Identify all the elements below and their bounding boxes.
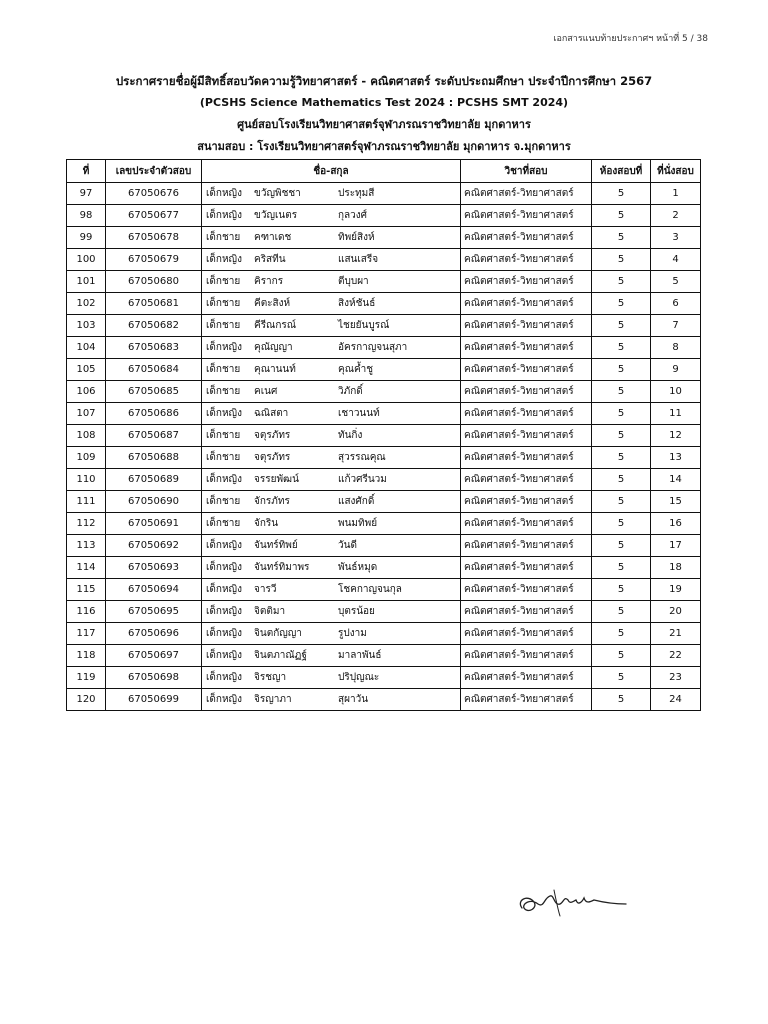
full-name <box>202 271 461 293</box>
table-row <box>67 469 701 491</box>
last-name: วิภักดิ์ <box>338 386 363 397</box>
candidate-table <box>66 159 701 711</box>
first-name: จารวี <box>254 584 277 595</box>
table-row <box>67 623 701 645</box>
exam-subject: คณิตศาสตร์-วิทยาศาสตร์ <box>461 447 592 469</box>
header-exam-id: เลขประจำตัวสอบ <box>106 160 202 183</box>
exam-id: 67050699 <box>106 689 202 711</box>
row-number: 118 <box>67 645 106 667</box>
table-row <box>67 293 701 315</box>
table-row <box>67 205 701 227</box>
exam-subject: คณิตศาสตร์-วิทยาศาสตร์ <box>461 557 592 579</box>
first-name: จันทร์ทิพย์ <box>254 540 298 551</box>
exam-subject: คณิตศาสตร์-วิทยาศาสตร์ <box>461 579 592 601</box>
exam-seat: 9 <box>651 359 701 381</box>
exam-room: 5 <box>592 293 651 315</box>
exam-subject: คณิตศาสตร์-วิทยาศาสตร์ <box>461 293 592 315</box>
exam-subject: คณิตศาสตร์-วิทยาศาสตร์ <box>461 689 592 711</box>
exam-id: 67050690 <box>106 491 202 513</box>
exam-room: 5 <box>592 249 651 271</box>
first-name: คริสทีน <box>254 254 286 265</box>
exam-seat: 13 <box>651 447 701 469</box>
exam-id: 67050689 <box>106 469 202 491</box>
row-number: 98 <box>67 205 106 227</box>
full-name <box>202 425 461 447</box>
exam-seat: 5 <box>651 271 701 293</box>
exam-subject: คณิตศาสตร์-วิทยาศาสตร์ <box>461 249 592 271</box>
full-name <box>202 557 461 579</box>
row-number: 107 <box>67 403 106 425</box>
table-row <box>67 425 701 447</box>
last-name: คุณค้ำชู <box>338 364 374 375</box>
last-name: แสนเสรีจ <box>338 254 379 265</box>
last-name: ทิพย์สิงห์ <box>338 232 375 243</box>
exam-seat: 11 <box>651 403 701 425</box>
exam-seat: 3 <box>651 227 701 249</box>
row-number: 111 <box>67 491 106 513</box>
first-name: จิรชญา <box>254 672 287 683</box>
name-prefix: เด็กหญิง <box>206 408 242 419</box>
last-name: ประทุมสี <box>338 188 375 199</box>
exam-id: 67050698 <box>106 667 202 689</box>
exam-subject: คณิตศาสตร์-วิทยาศาสตร์ <box>461 359 592 381</box>
exam-id: 67050695 <box>106 601 202 623</box>
name-prefix: เด็กหญิง <box>206 188 242 199</box>
table-row <box>67 249 701 271</box>
exam-subject: คณิตศาสตร์-วิทยาศาสตร์ <box>461 425 592 447</box>
row-number: 103 <box>67 315 106 337</box>
row-number: 102 <box>67 293 106 315</box>
exam-center: ศูนย์สอบโรงเรียนวิทยาศาสตร์จุฬาภรณราชวิทยาลัย มุกดาหาร <box>237 118 531 131</box>
exam-room: 5 <box>592 667 651 689</box>
full-name <box>202 337 461 359</box>
name-prefix: เด็กชาย <box>206 518 241 529</box>
exam-room: 5 <box>592 425 651 447</box>
full-name <box>202 513 461 535</box>
last-name: ไชยยันบูรณ์ <box>338 320 390 331</box>
name-prefix: เด็กชาย <box>206 430 241 441</box>
full-name <box>202 689 461 711</box>
candidate-table-container <box>66 159 700 711</box>
exam-room: 5 <box>592 227 651 249</box>
row-number: 110 <box>67 469 106 491</box>
exam-room: 5 <box>592 689 651 711</box>
last-name: โชคกาญจนกุล <box>338 584 402 595</box>
exam-id: 67050696 <box>106 623 202 645</box>
exam-seat: 7 <box>651 315 701 337</box>
table-row <box>67 403 701 425</box>
exam-subject: คณิตศาสตร์-วิทยาศาสตร์ <box>461 403 592 425</box>
first-name: คฑาเดช <box>254 232 292 243</box>
row-number: 106 <box>67 381 106 403</box>
row-number: 115 <box>67 579 106 601</box>
table-row <box>67 381 701 403</box>
full-name <box>202 535 461 557</box>
row-number: 114 <box>67 557 106 579</box>
first-name: จิตติมา <box>254 606 286 617</box>
full-name <box>202 293 461 315</box>
name-prefix: เด็กชาย <box>206 496 241 507</box>
name-prefix: เด็กชาย <box>206 298 241 309</box>
exam-room: 5 <box>592 271 651 293</box>
row-number: 99 <box>67 227 106 249</box>
row-number: 120 <box>67 689 106 711</box>
last-name: รูปงาม <box>338 628 367 639</box>
exam-id: 67050681 <box>106 293 202 315</box>
full-name <box>202 491 461 513</box>
name-prefix: เด็กชาย <box>206 364 241 375</box>
last-name: สิงห์ชันธ์ <box>338 298 376 309</box>
exam-room: 5 <box>592 359 651 381</box>
exam-subject: คณิตศาสตร์-วิทยาศาสตร์ <box>461 183 592 205</box>
exam-subject: คณิตศาสตร์-วิทยาศาสตร์ <box>461 667 592 689</box>
row-number: 112 <box>67 513 106 535</box>
row-number: 117 <box>67 623 106 645</box>
first-name: จรรยพัฒน์ <box>254 474 299 485</box>
exam-seat: 6 <box>651 293 701 315</box>
full-name <box>202 315 461 337</box>
row-number: 101 <box>67 271 106 293</box>
full-name <box>202 205 461 227</box>
full-name <box>202 249 461 271</box>
exam-seat: 1 <box>651 183 701 205</box>
exam-seat: 16 <box>651 513 701 535</box>
first-name: คีตะสิงห์ <box>254 298 291 309</box>
name-prefix: เด็กชาย <box>206 232 241 243</box>
exam-seat: 19 <box>651 579 701 601</box>
exam-subject: คณิตศาสตร์-วิทยาศาสตร์ <box>461 601 592 623</box>
exam-id: 67050694 <box>106 579 202 601</box>
exam-seat: 10 <box>651 381 701 403</box>
name-prefix: เด็กหญิง <box>206 210 242 221</box>
header-seat: ที่นั่งสอบ <box>651 160 701 183</box>
last-name: บุตรน้อย <box>338 606 375 617</box>
signature-image <box>514 880 634 926</box>
name-prefix: เด็กชาย <box>206 386 241 397</box>
first-name: จตุรภัทร <box>254 452 291 463</box>
table-body <box>67 183 701 711</box>
name-prefix: เด็กหญิง <box>206 474 242 485</box>
first-name: จักรภัทร <box>254 496 290 507</box>
table-row <box>67 491 701 513</box>
exam-room: 5 <box>592 601 651 623</box>
exam-seat: 2 <box>651 205 701 227</box>
exam-id: 67050693 <box>106 557 202 579</box>
exam-room: 5 <box>592 469 651 491</box>
exam-id: 67050685 <box>106 381 202 403</box>
exam-seat: 24 <box>651 689 701 711</box>
row-number: 97 <box>67 183 106 205</box>
table-row <box>67 359 701 381</box>
exam-seat: 8 <box>651 337 701 359</box>
exam-seat: 20 <box>651 601 701 623</box>
table-row <box>67 315 701 337</box>
exam-id: 67050697 <box>106 645 202 667</box>
exam-id: 67050682 <box>106 315 202 337</box>
last-name: พนมทิพย์ <box>338 518 378 529</box>
exam-id: 67050680 <box>106 271 202 293</box>
exam-subject: คณิตศาสตร์-วิทยาศาสตร์ <box>461 623 592 645</box>
name-prefix: เด็กชาย <box>206 452 241 463</box>
exam-id: 67050692 <box>106 535 202 557</box>
exam-subject: คณิตศาสตร์-วิทยาศาสตร์ <box>461 315 592 337</box>
exam-room: 5 <box>592 337 651 359</box>
announcement-subtitle: (PCSHS Science Mathematics Test 2024 : PCSHS SMT 2024) <box>199 96 569 109</box>
header-number: ที่ <box>67 160 106 183</box>
row-number: 116 <box>67 601 106 623</box>
exam-room: 5 <box>592 381 651 403</box>
last-name: แก้วศรีนวม <box>338 474 387 485</box>
full-name <box>202 469 461 491</box>
exam-subject: คณิตศาสตร์-วิทยาศาสตร์ <box>461 205 592 227</box>
last-name: ปริปุญณะ <box>338 672 380 683</box>
exam-subject: คณิตศาสตร์-วิทยาศาสตร์ <box>461 271 592 293</box>
first-name: จตุรภัทร <box>254 430 291 441</box>
document-header <box>0 70 768 158</box>
first-name: จิรญาภา <box>254 694 292 705</box>
exam-seat: 23 <box>651 667 701 689</box>
name-prefix: เด็กหญิง <box>206 650 242 661</box>
table-row <box>67 579 701 601</box>
table-row <box>67 557 701 579</box>
first-name: จันทร์ทิมาพร <box>254 562 310 573</box>
page-number: เอกสารแนบท้ายประกาศฯ หน้าที่ 5 / 38 <box>553 34 708 44</box>
first-name: จักริน <box>254 518 279 529</box>
table-row <box>67 601 701 623</box>
full-name <box>202 359 461 381</box>
exam-seat: 18 <box>651 557 701 579</box>
name-prefix: เด็กชาย <box>206 320 241 331</box>
table-row <box>67 227 701 249</box>
last-name: ทันกิ่ง <box>338 430 363 441</box>
exam-room: 5 <box>592 513 651 535</box>
table-row <box>67 513 701 535</box>
last-name: เชาวนนท์ <box>338 408 380 419</box>
exam-room: 5 <box>592 623 651 645</box>
exam-id: 67050683 <box>106 337 202 359</box>
name-prefix: เด็กชาย <box>206 276 241 287</box>
exam-id: 67050684 <box>106 359 202 381</box>
table-row <box>67 183 701 205</box>
full-name <box>202 579 461 601</box>
header-subject: วิชาที่สอบ <box>461 160 592 183</box>
exam-id: 67050678 <box>106 227 202 249</box>
table-row <box>67 667 701 689</box>
first-name: จินตกัญญา <box>254 628 302 639</box>
exam-seat: 4 <box>651 249 701 271</box>
last-name: สุวรรณคุณ <box>338 452 386 463</box>
last-name: กุลวงศ์ <box>338 210 368 221</box>
full-name <box>202 623 461 645</box>
name-prefix: เด็กหญิง <box>206 606 242 617</box>
table-row <box>67 271 701 293</box>
exam-subject: คณิตศาสตร์-วิทยาศาสตร์ <box>461 337 592 359</box>
last-name: พันธ์หมุด <box>338 562 378 573</box>
exam-seat: 17 <box>651 535 701 557</box>
exam-room: 5 <box>592 491 651 513</box>
exam-subject: คณิตศาสตร์-วิทยาศาสตร์ <box>461 491 592 513</box>
table-row <box>67 337 701 359</box>
last-name: มาลาพันธ์ <box>338 650 382 661</box>
exam-seat: 12 <box>651 425 701 447</box>
first-name: ขวัญเนตร <box>254 210 298 221</box>
full-name <box>202 645 461 667</box>
exam-id: 67050686 <box>106 403 202 425</box>
table-row <box>67 689 701 711</box>
exam-id: 67050688 <box>106 447 202 469</box>
exam-room: 5 <box>592 579 651 601</box>
row-number: 119 <box>67 667 106 689</box>
exam-id: 67050677 <box>106 205 202 227</box>
last-name: วันดี <box>338 540 357 551</box>
exam-room: 5 <box>592 183 651 205</box>
full-name <box>202 667 461 689</box>
first-name: จินตภาณัฏฐ์ <box>254 650 307 661</box>
row-number: 105 <box>67 359 106 381</box>
table-row <box>67 645 701 667</box>
exam-room: 5 <box>592 535 651 557</box>
first-name: คเนศ <box>254 386 278 397</box>
table-header-row <box>67 160 701 183</box>
first-name: คีรีณกรณ์ <box>254 320 297 331</box>
full-name <box>202 381 461 403</box>
full-name <box>202 447 461 469</box>
exam-subject: คณิตศาสตร์-วิทยาศาสตร์ <box>461 469 592 491</box>
exam-room: 5 <box>592 315 651 337</box>
exam-subject: คณิตศาสตร์-วิทยาศาสตร์ <box>461 227 592 249</box>
full-name <box>202 227 461 249</box>
row-number: 109 <box>67 447 106 469</box>
header-room: ห้องสอบที่ <box>592 160 651 183</box>
exam-id: 67050687 <box>106 425 202 447</box>
exam-room: 5 <box>592 557 651 579</box>
exam-room: 5 <box>592 205 651 227</box>
name-prefix: เด็กหญิง <box>206 628 242 639</box>
exam-id: 67050676 <box>106 183 202 205</box>
name-prefix: เด็กหญิง <box>206 672 242 683</box>
row-number: 108 <box>67 425 106 447</box>
row-number: 104 <box>67 337 106 359</box>
name-prefix: เด็กหญิง <box>206 694 242 705</box>
name-prefix: เด็กหญิง <box>206 584 242 595</box>
exam-room: 5 <box>592 447 651 469</box>
first-name: คุณัญญา <box>254 342 293 353</box>
name-prefix: เด็กหญิง <box>206 562 242 573</box>
first-name: ขวัญพิชชา <box>254 188 301 199</box>
full-name <box>202 601 461 623</box>
last-name: แสงศักดิ์ <box>338 496 375 507</box>
exam-subject: คณิตศาสตร์-วิทยาศาสตร์ <box>461 381 592 403</box>
name-prefix: เด็กหญิง <box>206 342 242 353</box>
exam-room: 5 <box>592 403 651 425</box>
exam-id: 67050679 <box>106 249 202 271</box>
exam-seat: 15 <box>651 491 701 513</box>
first-name: คิรากร <box>254 276 284 287</box>
row-number: 100 <box>67 249 106 271</box>
exam-seat: 22 <box>651 645 701 667</box>
exam-subject: คณิตศาสตร์-วิทยาศาสตร์ <box>461 645 592 667</box>
row-number: 113 <box>67 535 106 557</box>
exam-seat: 14 <box>651 469 701 491</box>
last-name: อัครกาญจนสุภา <box>338 342 408 353</box>
header-full-name: ชื่อ-สกุล <box>202 160 461 183</box>
name-prefix: เด็กหญิง <box>206 540 242 551</box>
exam-venue: สนามสอบ : โรงเรียนวิทยาศาสตร์จุฬาภรณราชวิทยาลัย มุกดาหาร จ.มุกดาหาร <box>197 140 571 153</box>
first-name: ฉณิสตา <box>254 408 289 419</box>
exam-room: 5 <box>592 645 651 667</box>
announcement-title: ประกาศรายชื่อผู้มีสิทธิ์สอบวัดความรู้วิทยาศาสตร์ - คณิตศาสตร์ ระดับประถมศึกษา ประจำปีการศึกษา 2567 <box>115 74 653 88</box>
first-name: คุณานนท์ <box>254 364 296 375</box>
exam-subject: คณิตศาสตร์-วิทยาศาสตร์ <box>461 513 592 535</box>
last-name: สุผาวัน <box>338 694 369 705</box>
table-row <box>67 535 701 557</box>
last-name: ตีบุบผา <box>338 276 369 287</box>
exam-id: 67050691 <box>106 513 202 535</box>
full-name <box>202 183 461 205</box>
full-name <box>202 403 461 425</box>
exam-seat: 21 <box>651 623 701 645</box>
exam-subject: คณิตศาสตร์-วิทยาศาสตร์ <box>461 535 592 557</box>
table-row <box>67 447 701 469</box>
name-prefix: เด็กหญิง <box>206 254 242 265</box>
